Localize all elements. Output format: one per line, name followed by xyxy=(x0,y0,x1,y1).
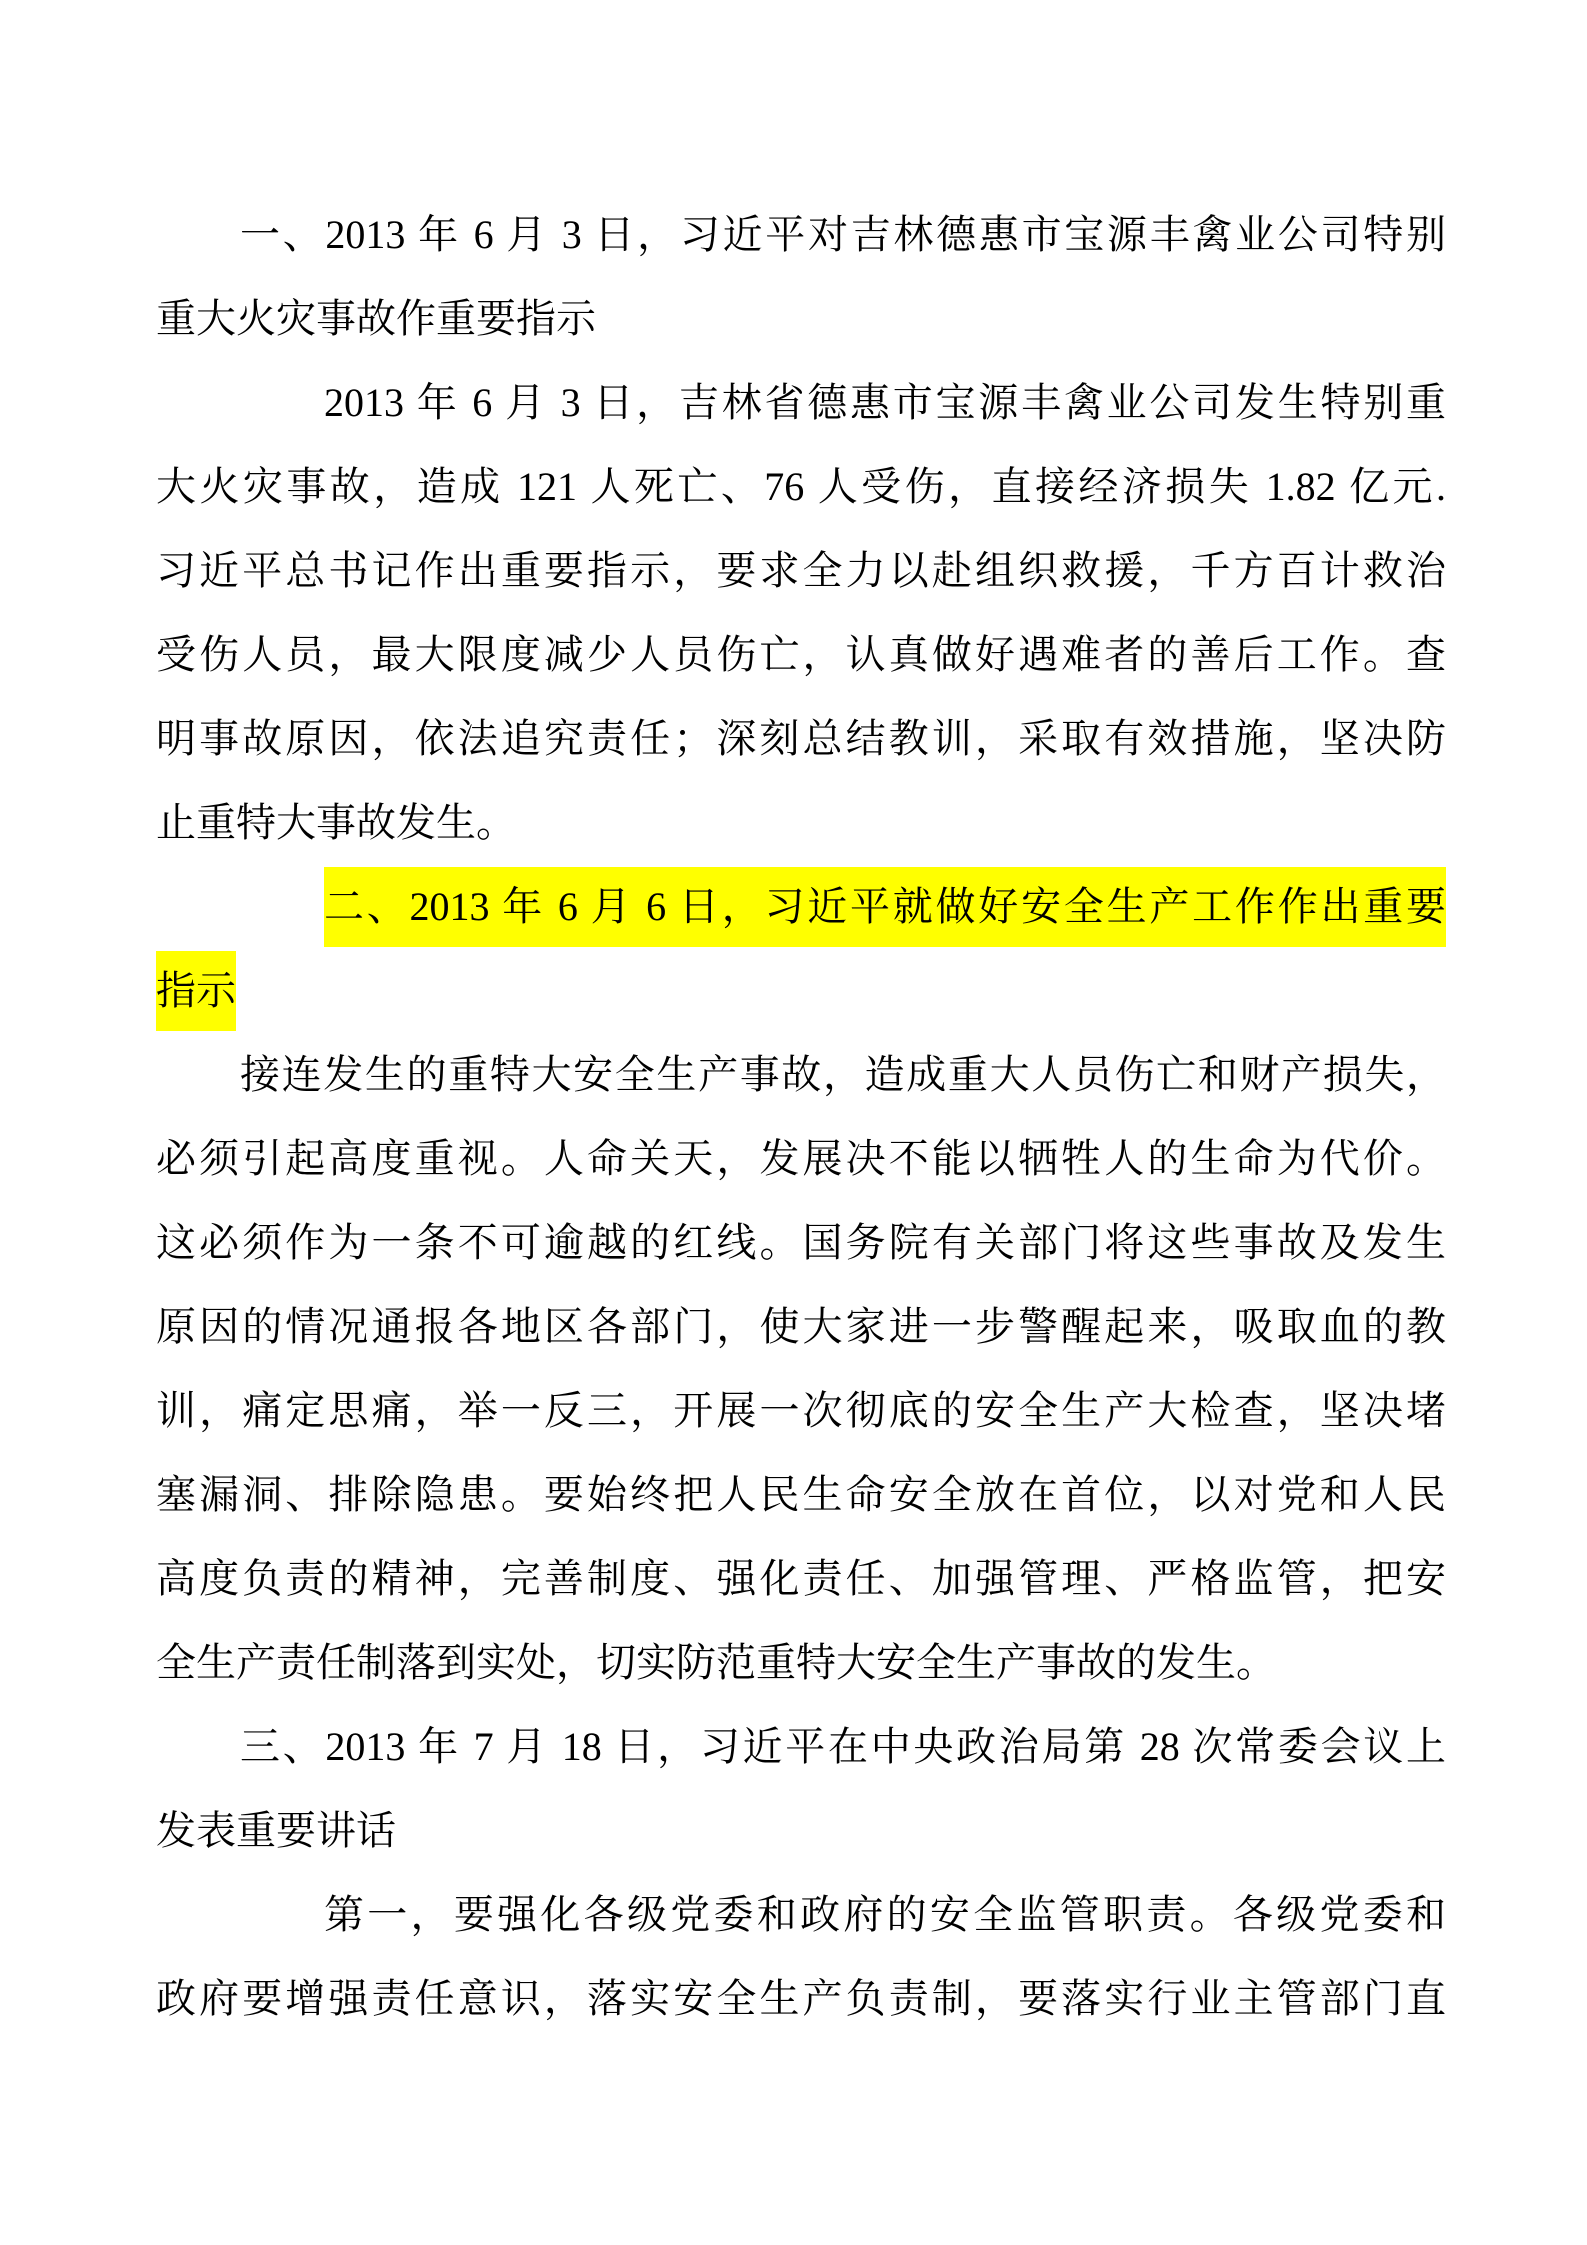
line-text: 受伤人员，最大限度减少人员伤亡，认真做好遇难者的善后工作。查 xyxy=(156,632,1446,677)
line-text: 发表重要讲话 xyxy=(156,1808,396,1853)
text-line xyxy=(156,1537,1446,1621)
text-line xyxy=(156,1957,1446,2041)
text-line xyxy=(240,1033,1446,1117)
text-line xyxy=(156,1285,1446,1369)
line-text: 高度负责的精神，完善制度、强化责任、加强管理、严格监管，把安 xyxy=(156,1556,1446,1601)
text-line xyxy=(156,529,1446,613)
line-text: 一、2013 年 6 月 3 日，习近平对吉林德惠市宝源丰禽业公司特别 xyxy=(240,212,1446,257)
text-line xyxy=(156,697,1446,781)
text-line xyxy=(324,1873,1446,1957)
line-text: 政府要增强责任意识，落实安全生产负责制，要落实行业主管部门直 xyxy=(156,1976,1446,2021)
line-text: 二、2013 年 6 月 6 日，习近平就做好安全生产工作作出重要 xyxy=(324,867,1446,947)
text-line xyxy=(324,361,1446,445)
text-line xyxy=(156,277,1446,361)
text-line xyxy=(156,613,1446,697)
text-line xyxy=(156,1201,1446,1285)
line-text: 塞漏洞、排除隐患。要始终把人民生命安全放在首位，以对党和人民 xyxy=(156,1472,1446,1517)
line-text: 指示 xyxy=(156,951,236,1031)
text-line xyxy=(156,781,1446,865)
line-text: 习近平总书记作出重要指示，要求全力以赴组织救援，千方百计救治 xyxy=(156,548,1446,593)
line-text: 止重特大事故发生。 xyxy=(156,800,516,845)
text-line xyxy=(156,1621,1446,1705)
highlighted-text-line xyxy=(156,949,1446,1033)
line-text: 这必须作为一条不可逾越的红线。国务院有关部门将这些事故及发生 xyxy=(156,1220,1446,1265)
line-text: 大火灾事故，造成 121 人死亡、76 人受伤，直接经济损失 1.82 亿元. xyxy=(156,464,1446,509)
line-text: 全生产责任制落到实处，切实防范重特大安全生产事故的发生。 xyxy=(156,1640,1276,1685)
line-text: 第一，要强化各级党委和政府的安全监管职责。各级党委和 xyxy=(324,1892,1446,1937)
line-text: 接连发生的重特大安全生产事故，造成重大人员伤亡和财产损失， xyxy=(240,1052,1446,1097)
text-line xyxy=(156,1789,1446,1873)
line-text: 重大火灾事故作重要指示 xyxy=(156,296,596,341)
line-text: 2013 年 6 月 3 日，吉林省德惠市宝源丰禽业公司发生特别重 xyxy=(324,380,1446,425)
text-line xyxy=(156,1117,1446,1201)
text-line xyxy=(156,445,1446,529)
line-text: 必须引起高度重视。人命关天，发展决不能以牺牲人的生命为代价。 xyxy=(156,1136,1446,1181)
text-line xyxy=(240,193,1446,277)
line-text: 三、2013 年 7 月 18 日，习近平在中央政治局第 28 次常委会议上 xyxy=(240,1724,1446,1769)
highlighted-text-line xyxy=(324,865,1446,949)
line-text: 训，痛定思痛，举一反三，开展一次彻底的安全生产大检查，坚决堵 xyxy=(156,1388,1446,1433)
text-line xyxy=(156,1369,1446,1453)
text-line xyxy=(240,1705,1446,1789)
line-text: 明事故原因，依法追究责任；深刻总结教训，采取有效措施，坚决防 xyxy=(156,716,1446,761)
line-text: 原因的情况通报各地区各部门，使大家进一步警醒起来，吸取血的教 xyxy=(156,1304,1446,1349)
text-line xyxy=(156,1453,1446,1537)
